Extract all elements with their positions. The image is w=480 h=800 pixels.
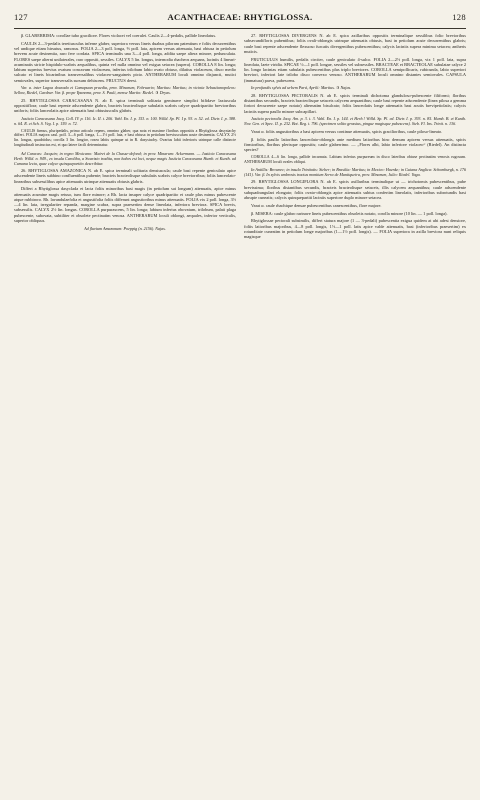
- running-title: ACANTHACEAE: RHYTIGLOSSA.: [167, 12, 313, 22]
- paragraph: 25. RHYTIGLOSSA CARACASANA N. ab E. spica terminali solitaria geminave simplici bifidave laxiuscula oppositiflora; caule basi repente adscendente glabro, bracteis bracteolisque subulatis scabris calyce quadripartito breviorribus uniforis; foliis lanceolatis apice attenuatis basi obtusiusculis glabris.: [14, 97, 236, 114]
- paragraph: Ad Caracas: Jacquin; in regno Mexicano: Mairet de la Chasse-defond; in prov. Minarum: Ackermann. — Justicia Caracasana Herb. Willd. n. 949., ex insula Caroliba, a Swartzio tradita, non habes est loci, neque magis Justicia Caracasana Humb. et Kunth. ad Cumana lecta, quae calyce quinquepartito describitur.: [14, 150, 236, 166]
- header-rule: [14, 28, 466, 29]
- paragraph: In profundis sylvis ad urbem Pará, Aprili: Martius. ♃ Najas.: [251, 85, 352, 91]
- paragraph: CAULIS 2—3-pedalis teretiusculus inferne glaber, superiora versus lineis duabus piloram patentium e foliis decurrentibus vel undique etiam hirsutus, ramosus. FOLIA 2—3 poll. longa, ⅔ poll. lata, apicem versus attenuata, basi obtusa in petiolum brevem acute desinentia, raro fere cordata. SPICA terminalis una 3—4 poll. longa, addita saepe altera minore, pedunculata. FLORES saepe alterni unilaterales, raro oppositi, sessiles. CALYX 5 lin. longus, internodia rhacheos aequans, laciniis 4 lineari-acuminatis stricte hispidulo-scabris aequalibus, quinta vel nulla omnino vel exigua setacea (supera). COROLLA 8 lin. longa; labium superius brevius ovatum concavum violaceum, inferius trilobum labio ovato obtuso, dilatius violaceum, disco medio sulcato et lineis bicarinibus transversalibus violaceo-sanguineis picto. ANTHERARUM loculi omnino disjuncti, mutici semiovales, superior transversalis sursum dehiscens. FRUCTUS deest.: [14, 40, 236, 83]
- page-number-right: 128: [452, 12, 466, 22]
- paragraph: Var. a. inter Lagoa dourada et Camapuan praedia, prov. Minarum, Februario; Martius: Martius; in vicinia Sebastianopoleos: Sellow, Riedel, Gardner. Var. β. prope Ypanema, prov. S. Pauli, mense Martio: Riedel. ♃ Dryas.: [14, 85, 236, 96]
- paragraph: Varat α. caule rhachique densae pubescentibus canescentibus, flore majore.: [251, 202, 382, 208]
- paragraph: β. MISERA: caule glabro rarinave lineis pubescentibus obsoletis notato, corolla minore (10 lin. — 1 poll. longa).: [251, 210, 448, 216]
- paragraph: Ad fluvium Amazonum: Poeppig (n. 2156). Najas.: [84, 225, 166, 231]
- paragraph: β. GLABERRIMA: corollae tubo graciliore. Flores violacei vel coerulei. Caulis 2—4-pedalis, pallide lineolatus.: [21, 33, 217, 38]
- paragraph: In Antillis: Brownec; in insula Trinitatis: Sieber; in Brasilia: Martius; in Mexico: Haenke; in Guiana Anglica: Schomburgk, n. 176 (141). Var. β. In sylvis umbrosis tractus montium Serra de Mantiqueira, prov. Minarum, Julio: Riedel. Vaga.: [244, 166, 466, 177]
- paragraph: Differt a Rhytiglossa dasyclada et lacta foliis minoribus basi magis (in petiolum sat longum) attenuatis, apice minus attenuatis acumine magis retuso, tum flore minore; a Rh. lacta insuper calyce quadripartito et caule plus minus pubescente atque rubbiroro. Rh. lavandulaefolia et angustifolia foliis differunt angustioribus minus attenuatis. FOLIA vix 2 poll. longa, 3½—4 lin. lata, irregulariter repanda, margine scabra, supra praesertim dense lineolata, inferiora breviora. SPICA brevis, subsessilis. CALYX 2½ lin. longus. COROLLA purpurascens, 5 lin. longa; labium inferius obovatum, trilobum, palati plaga pubescente, subovata, subtiliter et obsolete pectinatim venosa. ANTHERARUM loculi oblongi, aequales, inferior verticalis, superior obliquus.: [14, 186, 236, 223]
- paragraph: FRUTICULUS humilis, pedalis circiter, caule geniculato 4-sulco. FOLIA 2—2½ poll. longa, vix 1 poll. lata, supra lineolata, laete viridia. SPICAE ½—1 poll. longae, sessiles vel subsessiles. BRACTEAE et BRACTEOLAE subulatae calyce 2 lin. longo lacinias etiam subulatis pubescentibus plus triplo breviores. COROLLA semipollicaris, rubicunda, labio superiori breviori, inferiori late trilobo disco convexo venoso. ANTHERARUM loculi omnino distantes semiovales. CAPSULA (immatura) parva, pubescens.: [244, 56, 466, 83]
- paragraph: Rhytiglossae pectorali subsimilis, differt statura majore (1 — 3-pedali) pubescentia exigua quidem at ubi adest densiore, foliis latioribus majoribus, 4—8 poll. longis, 1½—1 poll. latis apice valde attenuatis, basi (inferioribus praesertim) ex rotunditate cuneatim in petiolum longe majoribus (1—1½ poll. longis). — FOLIA superiora in axilla breviora nunt reliquis magisque: [244, 218, 466, 240]
- paragraph: Varat α. foliis angustioribus a basi apicem versus continue attenuatis, spicis gracilioribus, caule piloso-lineato.: [251, 128, 443, 134]
- paragraph: 26. RHYTIGLOSSA AMAZONICA N. ab E. spica terminali solitaria densiuscula; caule basi repente geniculato apice adscendente lineis subbino confluentibus pubente; bracteis bracteolisque subulatis scabris calyce breviorribus; foliis lanceolato-linearibus subsessilibus apice attenuatis utrinque attenuatis obtusis glabris.: [14, 167, 236, 184]
- paragraph: Justicia Caracasana Jacq. Coll. IV. p. 116. Ic. II. t. 206. Vahl. En. I. p. 153. n. 100. Willd. Sp. Pl. I p. 93. n. 52. ed. Dietr. I. p. 388. n. 64. R. et Sch. S. Veg. I. p. 159. n. 72.: [14, 116, 236, 127]
- right-column: [244, 33, 466, 793]
- left-column: [14, 33, 236, 793]
- paragraph: 29. RHYTIGLOSSA LONGIFLORA N. ab E. spicis axillaribus terminalique ut — trichotomis pubescentibus, pube brevissima; floribus distantibus secundis, bracteis bracteolisque setaceis, illis calycem aequantibus; caule adscendente subquadrangulari elongato; foliis ovato-oblongis apice attenuatis subtus confertim lineolatis, inferioribus subrotundis basi abrupte cuneatis; calycis quinquepartiti laciniis superiore duplo minore setacea.: [244, 179, 466, 201]
- paragraph: COROLLA 4—6 lin. longa, pallide incarnata. Labium inferius purpureum in disco lateribus obtuse pectinatim venosis rugosum. ANTHERARUM loculi ovales obliqui.: [244, 153, 466, 164]
- running-header: [14, 12, 466, 26]
- page-number-left: 127: [14, 12, 28, 22]
- paragraph: Justicia pectoralis Jacq. Am. p. 3. t. 3. Vahl. En. I. p. 144. et Herb.! Willd. Sp. Pl. ed. Dietr. I. p. 393. n. 85. Humb. B. et Kunth. Nov. Gen. et Spec. II. p. 232. Bot. Reg. t. 796. (specimen solito grossius, pingue magisque pubescens). Sieb. Fl. Ins. Trinit. n. 136.: [244, 116, 466, 127]
- paragraph: 28. RHYTIGLOSSA PECTORALIS N. ab E. spicis terminali dichotoma glanduloso-pubescente filiformi; floribus distantibus secundis, bracteis bracteolisque setaceis calycem aequantibus; caule basi repente adscendente (linea pilosa a gemma foriori decurrente saepe notato) alternatim bisulcato; foliis lanceolatis longe attenuatis basi acutis brevipetiolatis; calycis laciniis supera paullo minore subcapillari.: [244, 92, 466, 114]
- paragraph: 27. RHYTIGLOSSA DIVERGENS N. ab E. spica axillaribus oppositis terminalique sessilibus folio brevioribus subsecundifloris pubentibus; foliis ovali-oblongis utrinque attenuatis obtusis, basi in petiolum acute decurrentibus glabris; caule basi repente adscendente flexuoso furcatis divergentibus pubescentibus; calycis laciniis supera minima setacea; antheris muticis.: [244, 33, 466, 54]
- paragraph: β. foliis paullo latioribus lanceolato-oblongis ante medium latioribus hinc demum apicem versus attenuatis, spicis firmioribus, floribus plerisque oppositis; caule glaberrimo. — „Flores albi, labio inferiore violaceo“ (Riedel). An distincta species?: [244, 136, 466, 153]
- text-columns: [14, 33, 466, 793]
- paragraph: CAULIS firmus, pluripedalis, primo articulo repens, omnino glaber, qua nota et maxime floribus oppositis a Rhytiglossa dasystachy differt. FOLIA majora caul. poll. 3—6 poll. longa, 1—1½ poll. lata, e basi obtusa in petiolum breviusculum acute desinentia. CALYX 2½ lin. longus, quadriidus; corolla 3 lin. longior, rosea labiis quinque ut in R. dasystachy. Ovarius labii inferioris utrinque calle distincte longitudinali instructus est, et quo latere facili determinatur.: [14, 127, 236, 148]
